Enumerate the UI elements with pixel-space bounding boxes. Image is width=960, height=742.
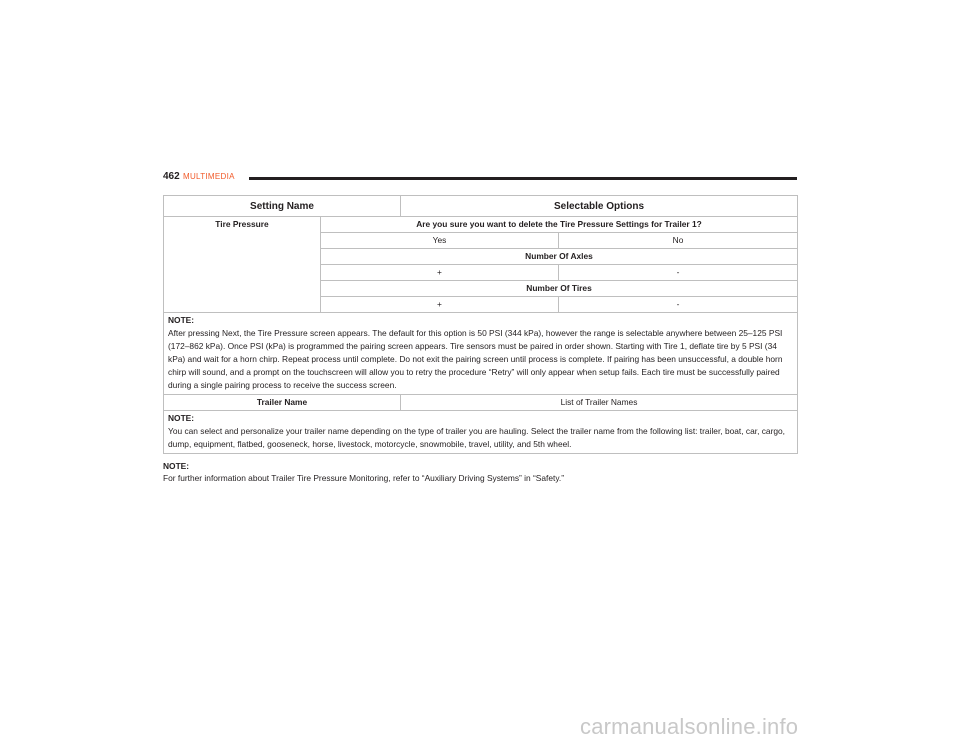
settings-table (163, 195, 798, 454)
note-text: After pressing Next, the Tire Pressure screen appears. The default for this option is 50 PSI (344 kPa), however the range is selectable anywhere between 25–125 PSI (172–862 kPa). Once PSI (kPa) is programmed the pairing screen appears. Tire sensors must be paired in order shown. Starting with Tire 1, deflate tire by 5 PSI (34 kPa) and wait for a horn chirp. Repeat process until complete. Do not exit the pairing screen until process is complete. If pairing has been unsuccessful, a double horn chirp will sound, and a prompt on the touchscreen will allow you to retry the procedure “Retry” will only appear when setup fails. Each tire must be successfully paired during a single pairing process to receive the success screen. (168, 328, 783, 390)
tire-pressure-delete-question: Are you sure you want to delete the Tire Pressure Settings for Trailer 1? (321, 217, 798, 233)
page-header (163, 171, 797, 185)
axles-plus: + (321, 265, 559, 281)
trailer-name-note (164, 411, 798, 454)
bottom-note (163, 460, 797, 484)
note-label: NOTE: (163, 461, 190, 471)
section-title: MULTIMEDIA (183, 172, 235, 181)
option-no: No (559, 233, 798, 249)
table-row (164, 395, 798, 411)
table-row (164, 411, 798, 454)
table-row (164, 313, 798, 395)
option-yes: Yes (321, 233, 559, 249)
table-header-row (164, 196, 798, 217)
note-label: NOTE: (168, 315, 195, 325)
table-row (164, 217, 798, 233)
note-label: NOTE: (168, 413, 195, 423)
header-setting-name: Setting Name (164, 196, 401, 217)
watermark: carmanualsonline.info (580, 714, 799, 739)
setting-trailer-name: Trailer Name (164, 395, 401, 411)
setting-tire-pressure: Tire Pressure (164, 217, 321, 313)
trailer-name-options: List of Trailer Names (401, 395, 798, 411)
tire-pressure-note (164, 313, 798, 395)
header-selectable-options: Selectable Options (401, 196, 798, 217)
note-text: For further information about Trailer Tire Pressure Monitoring, refer to “Auxiliary Driving Systems” in “Safety.” (163, 473, 565, 483)
number-of-tires-label: Number Of Tires (321, 281, 798, 297)
page-number: 462 (163, 171, 180, 182)
axles-minus: - (559, 265, 798, 281)
header-rule (249, 177, 797, 180)
tires-plus: + (321, 297, 559, 313)
tires-minus: - (559, 297, 798, 313)
number-of-axles-label: Number Of Axles (321, 249, 798, 265)
note-text: You can select and personalize your trailer name depending on the type of trailer you are hauling. Select the trailer name from the following list: trailer, boat, car, cargo, dump, equipment, flatbed, gooseneck, horse, livestock, motorcycle, snowmobile, travel, utility, and 5th wheel. (168, 426, 785, 449)
